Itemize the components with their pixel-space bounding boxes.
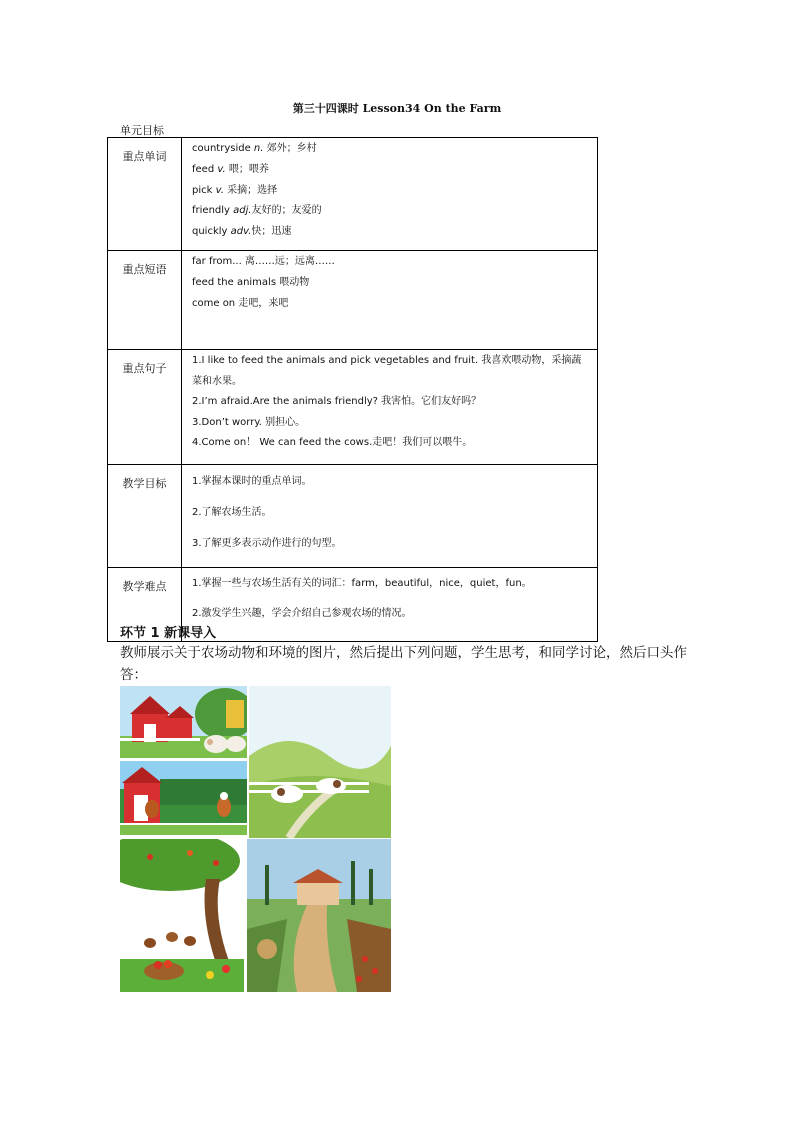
teaching-difficulties-label: 教学难点 [108, 568, 182, 642]
teaching-difficulties-cell [182, 568, 598, 642]
red-barn-with-chickens-icon [120, 761, 247, 835]
key-sentences-label: 重点句子 [108, 350, 182, 465]
key-sentences-cell [182, 350, 598, 465]
sentence-entry: 4.Come on！ We can feed the cows.走吧！我们可以喂牛。 [192, 437, 473, 448]
key-words-label: 重点单词 [108, 138, 182, 251]
page-title: 第三十四课时 Lesson34 On the Farm [292, 102, 502, 115]
unit-goals-label: 单元目标 [120, 124, 164, 137]
phrase-entry: far from... 离……远；远离…… [192, 256, 335, 267]
tree-hens-image [120, 839, 244, 992]
word-entry: quickly adv.快；迅速 [192, 226, 292, 238]
sentence-entry: 1.I like to feed the animals and pick vegetables and fruit. 我喜欢喂动物，采摘蔬菜和水果。 [192, 355, 582, 387]
sentence-entry: 3.Don’t worry. 别担心。 [192, 416, 306, 428]
word-entry: pick v. 采摘；选择 [192, 184, 278, 196]
key-phrases-cell [182, 251, 598, 350]
teaching-goals-cell [182, 465, 598, 568]
sentence-entry: 2.I’m afraid.Are the animals friendly? 我害怕。它们友好吗？ [192, 396, 482, 407]
red-barn-with-sheep-icon [120, 686, 247, 758]
goal-entry: 2.了解农场生活。 [192, 507, 272, 518]
key-phrases-label: 重点短语 [108, 251, 182, 350]
goal-entry: 3.了解更多表示动作进行的句型。 [192, 538, 342, 549]
word-entry: countryside n. 郊外；乡村 [192, 143, 317, 154]
goal-entry: 1.掌握本课时的重点单词。 [192, 476, 312, 487]
key-words-cell [182, 138, 598, 251]
difficulty-entry: 1.掌握一些与农场生活有关的词汇：farm，beautiful，nice，quiet，fun。 [192, 578, 532, 589]
phrase-entry: come on 走吧，来吧 [192, 297, 289, 309]
difficulty-entry: 2.激发学生兴趣，学会介绍自己参观农场的情况。 [192, 608, 412, 619]
cows-in-meadow-icon [249, 686, 391, 838]
barn-chickens-image [120, 761, 247, 835]
table-row [108, 251, 598, 350]
section-heading: 环节 1 新课导入 [120, 626, 217, 641]
word-entry: friendly adj.友好的；友爱的 [192, 205, 322, 217]
barn-sheep-image [120, 686, 247, 758]
apple-tree-with-hens-icon [120, 839, 244, 992]
lesson-plan-table [107, 137, 598, 642]
farmhouse-road-image [247, 839, 391, 992]
cows-meadow-image [249, 686, 391, 838]
section-text: 教师展示关于农场动物和环境的图片，然后提出下列问题，学生思考，和同学讨论，然后口头作答： [120, 645, 687, 683]
table-row [108, 465, 598, 568]
word-entry: feed v. 喂；喂养 [192, 163, 269, 175]
table-row [108, 138, 598, 251]
table-row [108, 350, 598, 465]
farmhouse-with-road-icon [247, 839, 391, 992]
farm-pictures [120, 686, 392, 992]
teaching-goals-label: 教学目标 [108, 465, 182, 568]
phrase-entry: feed the animals 喂动物 [192, 276, 310, 288]
